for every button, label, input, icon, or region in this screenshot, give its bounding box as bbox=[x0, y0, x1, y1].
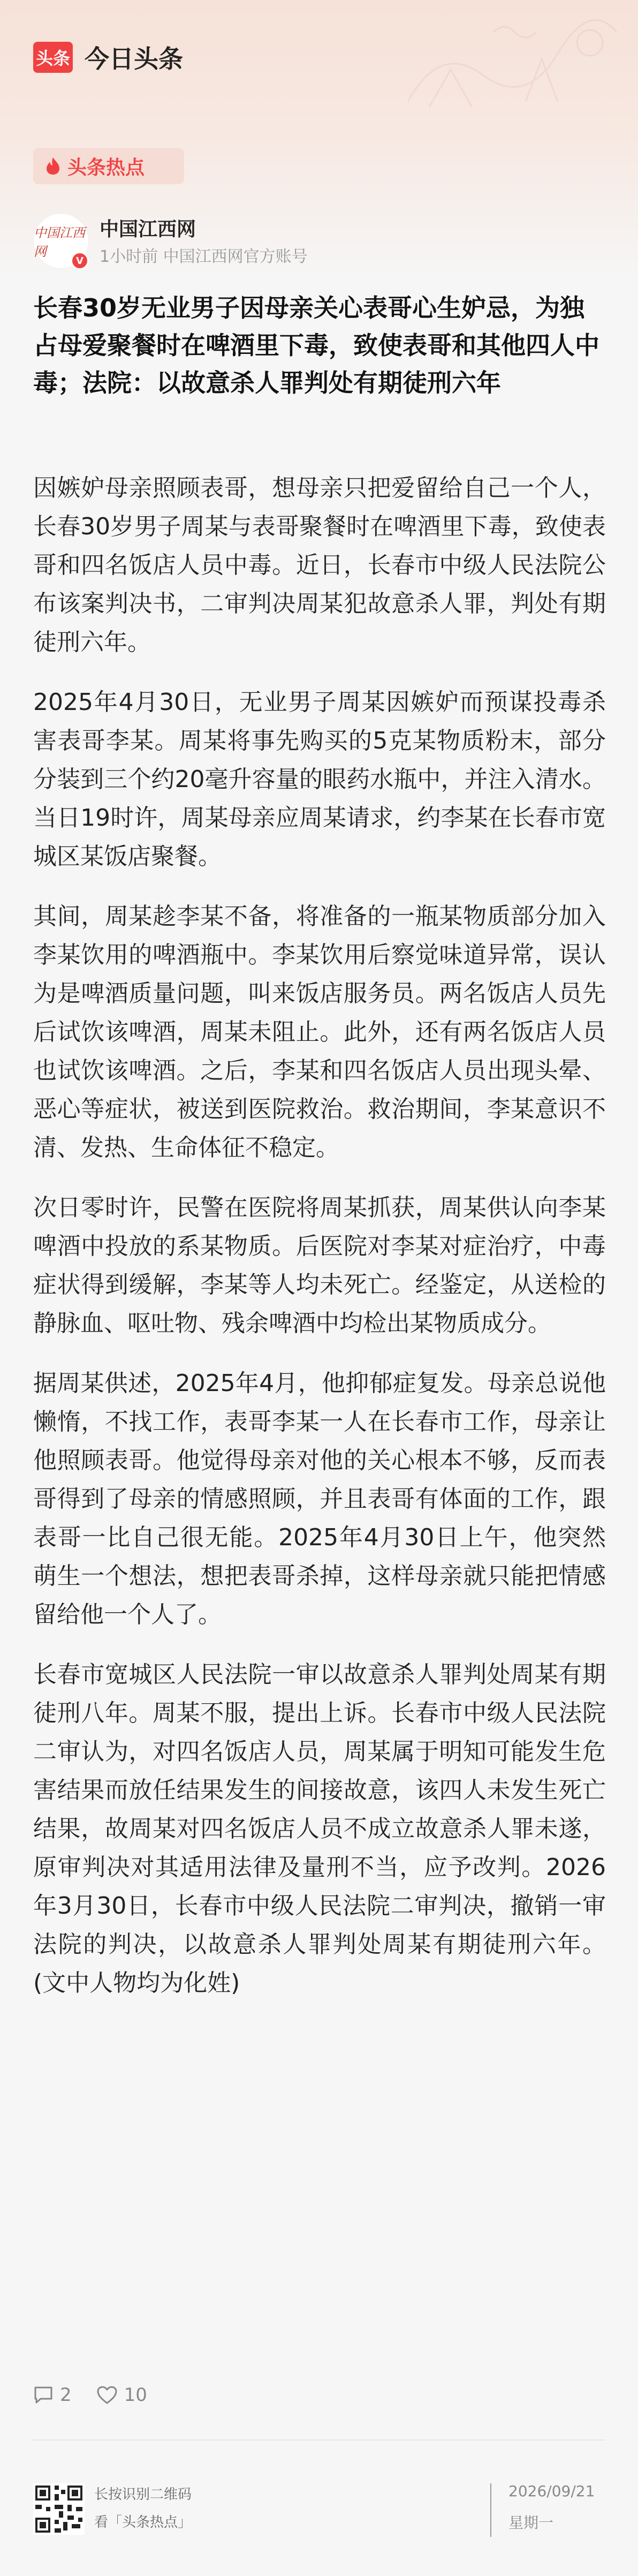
divider bbox=[33, 2439, 605, 2441]
like-button[interactable] bbox=[96, 2384, 147, 2406]
article-title: 长春30岁无业男子因母亲关心表哥心生妒忌，为独占母爱聚餐时在啤酒里下毒，致使表哥和其他四人中毒；法院：以故意杀人罪判处有期徒刑六年 bbox=[33, 293, 599, 397]
article-paragraph: 长春市宽城区人民法院一审以故意杀人罪判处周某有期徒刑八年。周某不服，提出上诉。长春市中级人民法院二审认为，对四名饭店人员，周某属于明知可能发生危害结果而放任结果发生的间接故意，该四人未发生死亡结果，故周某对四名饭店人员不成立故意杀人罪未遂，原审判决对其适用法律及量刑不当，应予改判。2026年3月30日，长春市中级人民法院二审判决，撤销一审法院的判决，以故意杀人罪判处周某有期徒刑六年。(文中人物均为化姓) bbox=[33, 1661, 606, 1997]
qr-code-icon[interactable] bbox=[33, 2483, 85, 2535]
decorative-pattern-icon bbox=[397, 11, 622, 112]
comment-icon bbox=[33, 2386, 54, 2404]
footer-date: 2026/09/21 bbox=[508, 2482, 595, 2500]
article-paragraph: 2025年4月30日，无业男子周某因嫉妒而预谋投毒杀害表哥李某。周某将事先购买的5克某物质粉末，部分分装到三个约20毫升容量的眼药水瓶中，并注入清水。当日19时许，周某母亲应周某请求，约李某在长春市宽城区某饭店聚餐。 bbox=[33, 689, 606, 870]
qr-hint: 长按识别二维码 bbox=[94, 2487, 192, 2503]
verified-badge-icon: V bbox=[71, 252, 89, 270]
flame-icon bbox=[45, 156, 61, 176]
article-body bbox=[33, 469, 606, 2024]
hot-topic-tag[interactable] bbox=[33, 148, 184, 184]
app-header bbox=[0, 0, 638, 118]
qr-subtitle: 看「头条热点」 bbox=[94, 2514, 192, 2530]
heart-icon bbox=[96, 2385, 118, 2405]
article-paragraph: 次日零时许，民警在医院将周某抓获，周某供认向李某啤酒中投放的系某物质。后医院对李某对症治疗，中毒症状得到缓解，李某等人均未死亡。经鉴定，从送检的静脉血、呕吐物、残余啤酒中均检出某物质成分。 bbox=[33, 1194, 606, 1337]
comment-button[interactable] bbox=[33, 2384, 72, 2406]
toutiao-logo[interactable]: 头条 bbox=[33, 42, 73, 73]
like-count: 10 bbox=[124, 2384, 147, 2406]
comment-count: 2 bbox=[60, 2384, 72, 2406]
article-paragraph: 其间，周某趁李某不备，将准备的一瓶某物质部分加入李某饮用的啤酒瓶中。李某饮用后察觉味道异常，误认为是啤酒质量问题，叫来饭店服务员。两名饭店人员先后试饮该啤酒，周某未阻止。此外，还有两名饭店人员也试饮该啤酒。之后，李某和四名饭店人员出现头晕、恶心等症状，被送到医院救治。救治期间，李某意识不清、发热、生命体征不稳定。 bbox=[33, 903, 606, 1161]
article-paragraph: 据周某供述，2025年4月，他抑郁症复发。母亲总说他懒惰，不找工作，表哥李某一人在长春市工作，母亲让他照顾表哥。他觉得母亲对他的关心根本不够，反而表哥得到了母亲的情感照顾，并且表哥有体面的工作，跟表哥一比自己很无能。2025年4月30日上午，他突然萌生一个想法，想把表哥杀掉，这样母亲就只能把情感留给他一个人了。 bbox=[33, 1370, 606, 1628]
app-name: 今日头条 bbox=[85, 44, 183, 73]
hot-topic-label: 头条热点 bbox=[67, 156, 145, 179]
article-paragraph: 因嫉妒母亲照顾表哥，想母亲只把爱留给自己一个人，长春30岁男子周某与表哥聚餐时在啤酒里下毒，致使表哥和四名饭店人员中毒。近日，长春市中级人民法院公布该案判决书，二审判决周某犯故意杀人罪，判处有期徒刑六年。 bbox=[33, 474, 606, 656]
reactions-bar bbox=[33, 2382, 172, 2408]
footer-weekday: 星期一 bbox=[508, 2514, 554, 2532]
footer-separator bbox=[490, 2483, 491, 2537]
author-avatar[interactable]: 中国江西网 bbox=[33, 213, 89, 269]
author-meta: 1小时前 中国江西网官方账号 bbox=[100, 247, 308, 266]
author-name[interactable]: 中国江西网 bbox=[100, 218, 196, 240]
